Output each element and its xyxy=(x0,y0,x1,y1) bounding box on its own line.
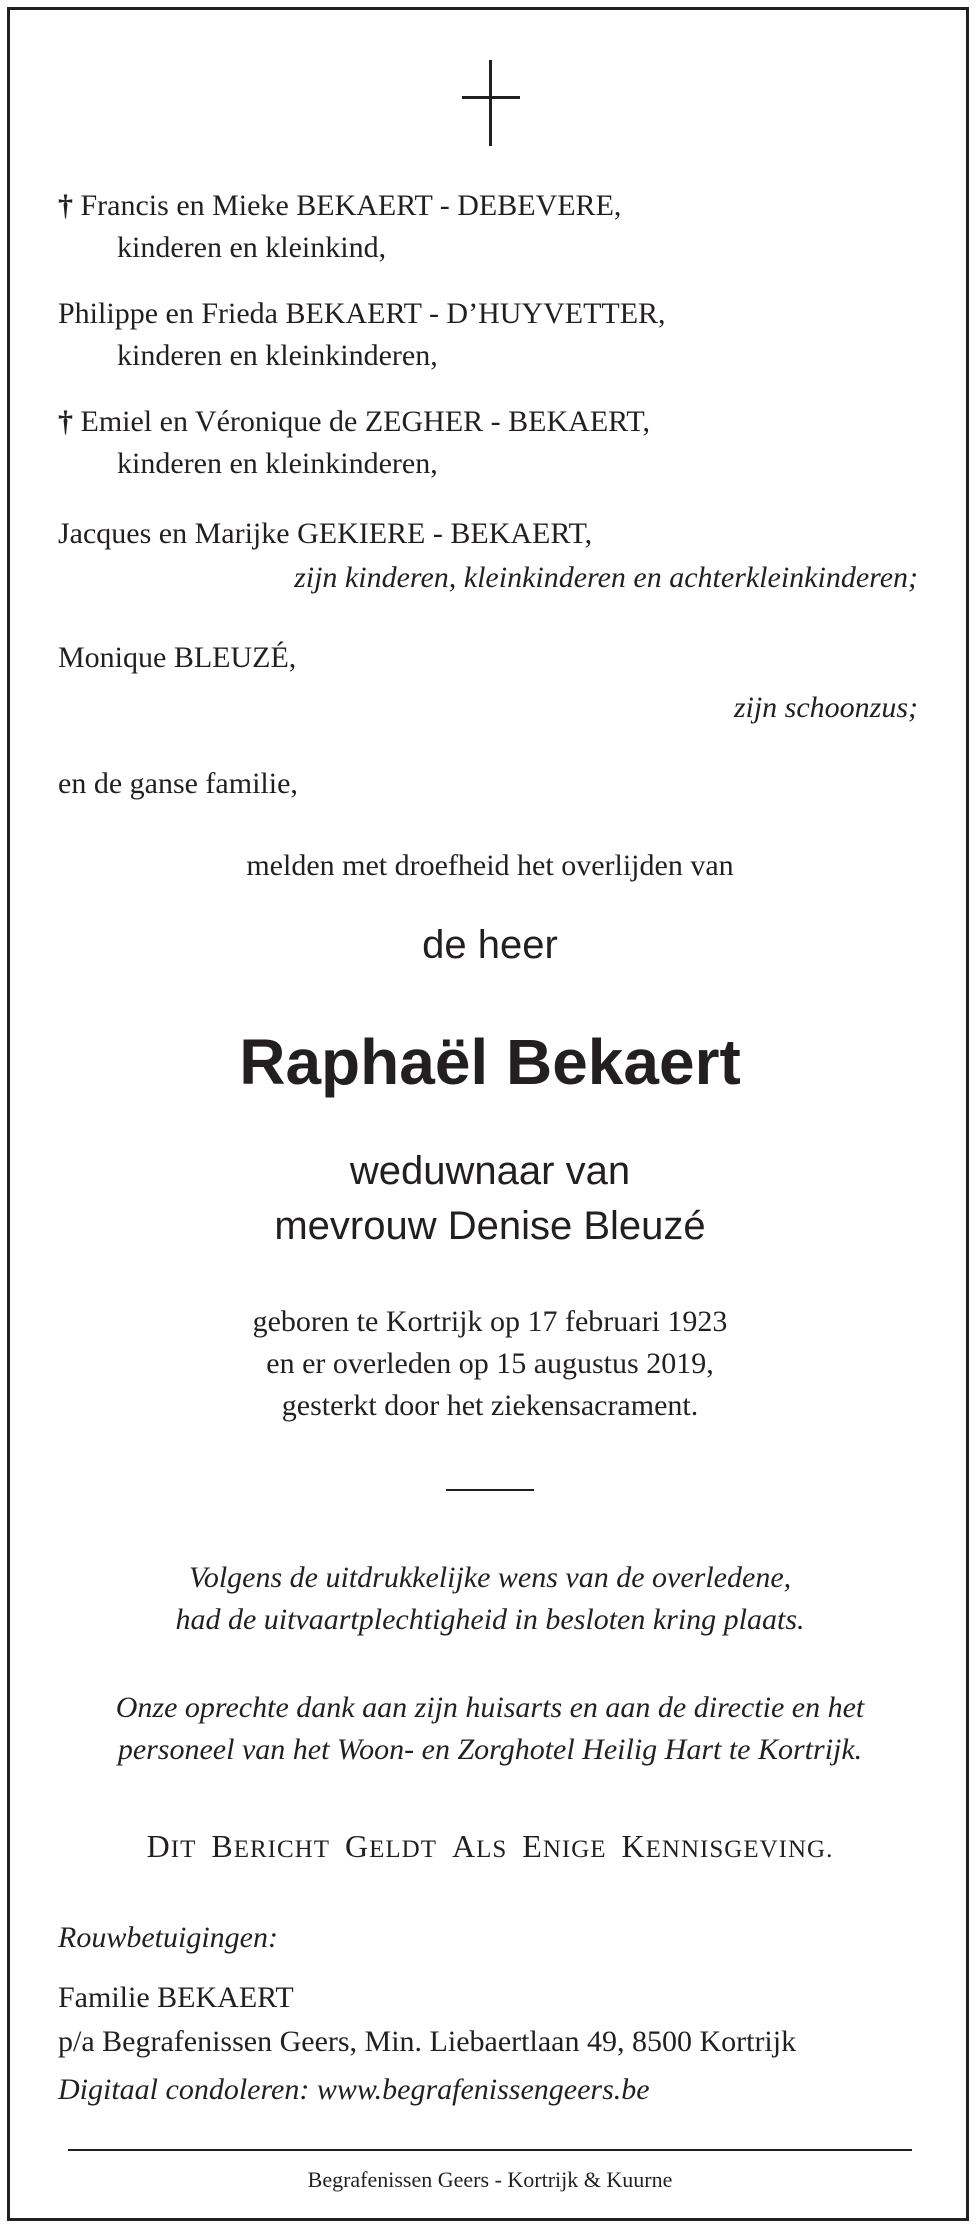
family-name-1 xyxy=(58,188,621,224)
sacrament-line: gesterkt door het ziekensacrament. xyxy=(281,1389,699,1422)
footer-divider xyxy=(68,2149,912,2151)
sister-in-law-relation: zijn schoonzus; xyxy=(733,691,918,724)
notice-word: KENNISGEVING. xyxy=(621,1828,834,1864)
family-name-2: Philippe en Frieda BEKAERT - D’HUYVETTER, xyxy=(58,297,666,330)
widower-line-2: mevrouw Denise Bleuzé xyxy=(274,1204,706,1248)
notice-word: BERICHT xyxy=(211,1828,330,1864)
family-name-3 xyxy=(58,404,650,440)
children-summary: zijn kinderen, kleinkinderen en achterkleinkinderen; xyxy=(294,561,918,594)
sister-in-law-name: Monique BLEUZÉ, xyxy=(58,641,297,674)
divider xyxy=(446,1489,534,1491)
family-name-4: Jacques en Marijke GEKIERE - BEKAERT, xyxy=(58,517,593,550)
notice-statement xyxy=(0,1826,980,1873)
address-name: Familie BEKAERT xyxy=(58,1981,294,2014)
death-line: en er overleden op 15 augustus 2019, xyxy=(266,1347,714,1380)
family-relation-1: kinderen en kleinkind, xyxy=(117,231,387,264)
notice-word: GELDT xyxy=(345,1828,437,1864)
honorific: de heer xyxy=(422,923,558,967)
deceased-name: Raphaël Bekaert xyxy=(239,1026,741,1098)
footer-text: Begrafenissen Geers - Kortrijk & Kuurne xyxy=(307,2167,673,2192)
family-name-text: Francis en Mieke BEKAERT - DEBEVERE, xyxy=(80,189,622,222)
online-condolence: Digitaal condoleren: www.begrafenissengeers.be xyxy=(58,2073,650,2106)
notice-word: ALS xyxy=(451,1828,508,1864)
thanks-line-2: personeel van het Woon- en Zorghotel Heilig Hart te Kortrijk. xyxy=(117,1733,863,1766)
family-relation-2: kinderen en kleinkinderen, xyxy=(117,339,438,372)
condolences-label: Rouwbetuigingen: xyxy=(58,1921,278,1954)
announcement: melden met droefheid het overlijden van xyxy=(246,849,734,882)
dagger-icon: † xyxy=(58,189,73,222)
wish-line-1: Volgens de uitdrukkelijke wens van de overledene, xyxy=(188,1561,792,1594)
family-relation-3: kinderen en kleinkinderen, xyxy=(117,447,438,480)
family-all: en de ganse familie, xyxy=(58,767,298,800)
birth-line: geboren te Kortrijk op 17 februari 1923 xyxy=(252,1305,728,1338)
wish-line-2: had de uitvaartplechtigheid in besloten kring plaats. xyxy=(175,1603,805,1636)
thanks-line-1: Onze oprechte dank aan zijn huisarts en aan de directie en het xyxy=(115,1691,865,1724)
notice-word: ENIGE xyxy=(522,1828,607,1864)
family-name-text: Emiel en Véronique de ZEGHER - BEKAERT, xyxy=(80,405,650,438)
widower-line-1: weduwnaar van xyxy=(349,1149,631,1193)
notice-word: DIT xyxy=(146,1828,197,1864)
address-line: p/a Begrafenissen Geers, Min. Liebaertlaan 49, 8500 Kortrijk xyxy=(58,2025,797,2058)
dagger-icon: † xyxy=(58,405,73,438)
